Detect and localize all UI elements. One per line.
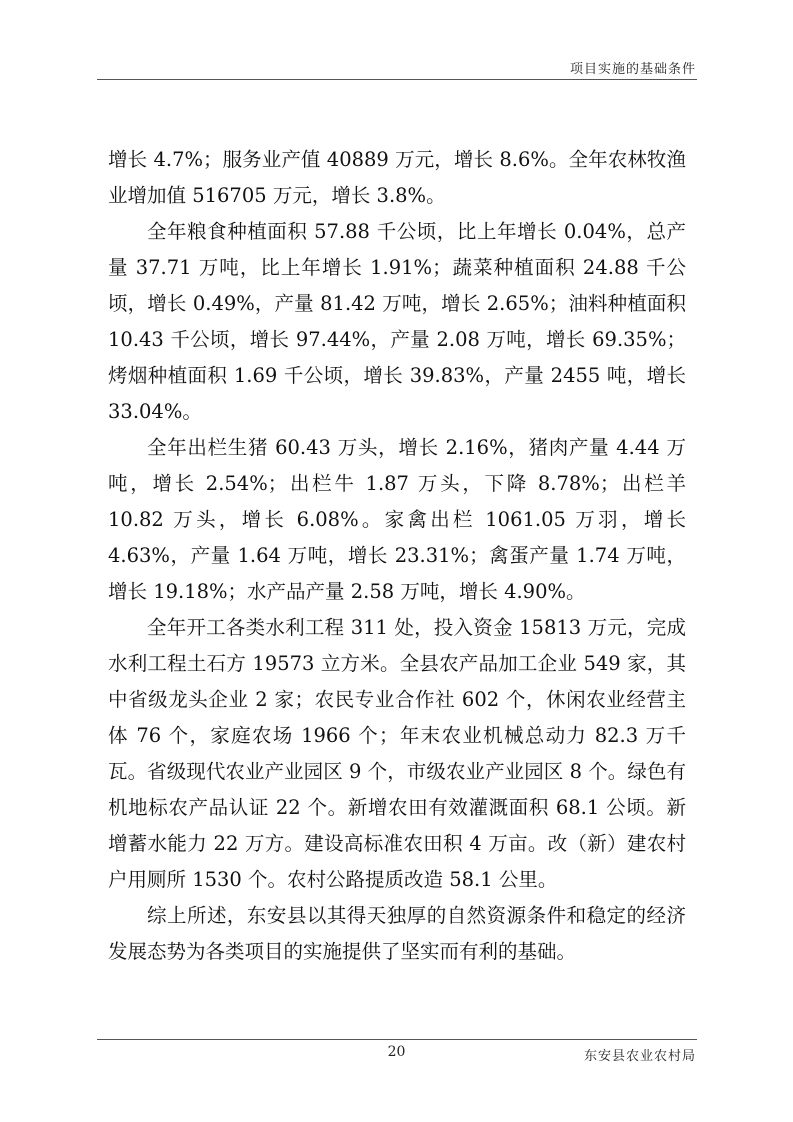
footer-divider: [97, 1039, 697, 1040]
paragraph-grain-production: 全年粮食种植面积 57.88 千公顷，比上年增长 0.04%，总产量 37.71 万吨，比上年增长 1.91%；蔬菜种植面积 24.88 千公顷，增长 0.49%，产量 81.42 万吨，增长 2.65%；油料种植面积 10.43 千公顷，增长 97.44%，产量 2.08 万吨，增长 69.35%；烤烟种植面积 1.69 千公顷，增长 39.83%，产量 2455 吨，增长 33.04%。: [108, 220, 686, 423]
paragraph-continued: 增长 4.7%；服务业产值 40889 万元，增长 8.6%。全年农林牧渔业增加值 516705 万元，增长 3.8%。: [108, 148, 686, 207]
header-divider: [97, 79, 697, 80]
paragraph-summary: 综上所述，东安县以其得天独厚的自然资源条件和稳定的经济发展态势为各类项目的实施提供了坚实而有利的基础。: [108, 904, 686, 963]
paragraph-water-conservancy: 全年开工各类水利工程 311 处，投入资金 15813 万元，完成水利工程土石方 19573 立方米。全县农产品加工企业 549 家，其中省级龙头企业 2 家；农民专业合作社 602 个，休闲农业经营主体 76 个，家庭农场 1966 个；年末农业机械总动力 82.3 万千瓦。省级现代农业产业园区 9 个，市级农业产业园区 8 个。绿色有机地标农产品认证 22 个。新增农田有效灌溉面积 68.1 公顷。新增蓄水能力 22 万方。建设高标准农田积 4 万亩。改（新）建农村户用厕所 1530 个。农村公路提质改造 58.1 公里。: [108, 616, 686, 891]
page-number: 20: [387, 1044, 406, 1060]
paragraph-livestock: 全年出栏生猪 60.43 万头，增长 2.16%，猪肉产量 4.44 万吨，增长 2.54%；出栏牛 1.87 万头，下降 8.78%；出栏羊 10.82 万头，增长 6.08%。家禽出栏 1061.05 万羽，增长 4.63%，产量 1.64 万吨，增长 23.31%；禽蛋产量 1.74 万吨，增长 19.18%；水产品产量 2.58 万吨，增长 4.90%。: [108, 436, 686, 603]
footer-organization: 东安县农业农村局: [583, 1049, 696, 1064]
running-header: 项目实施的基础条件: [569, 62, 696, 77]
body-text: [108, 142, 686, 970]
